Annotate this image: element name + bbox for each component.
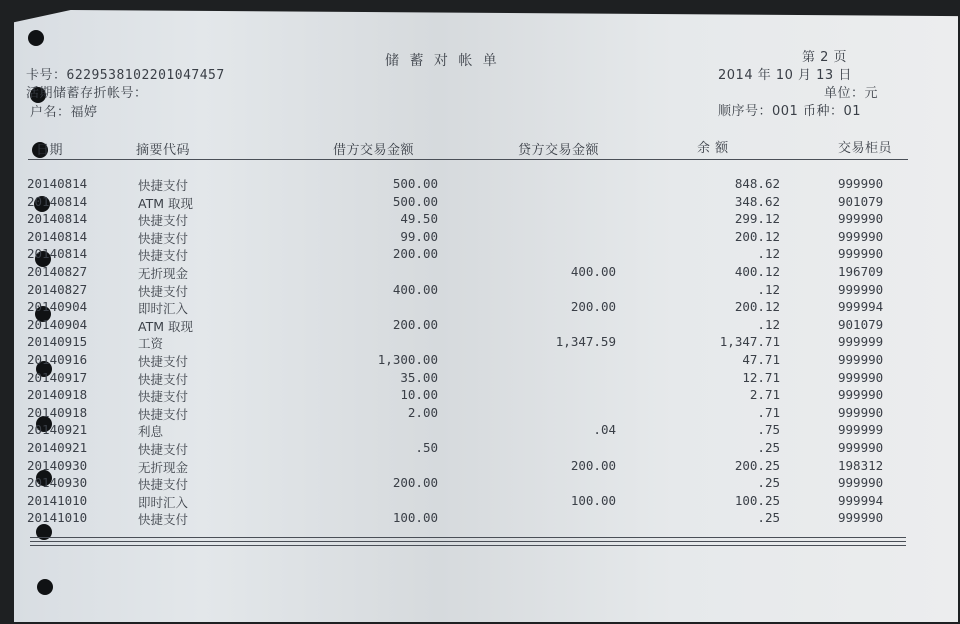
cell-date: 20140915 (27, 334, 88, 350)
cell-date: 20140918 (27, 404, 88, 420)
cell-summary: 快捷支付 (138, 477, 189, 493)
cell-date: 20140827 (27, 264, 88, 279)
cell-teller: 999990 (838, 211, 884, 227)
cell-credit: 100.00 (570, 492, 616, 508)
cell-debit: 99.00 (400, 228, 438, 244)
table-row (0, 475, 960, 492)
cell-teller: 999994 (838, 299, 884, 315)
footer-rule (30, 545, 906, 546)
table-row (0, 352, 960, 369)
cell-balance: 47.71 (742, 352, 780, 367)
cell-balance: 100.25 (734, 492, 780, 508)
table-row (0, 422, 960, 439)
cell-balance: 400.12 (734, 264, 780, 279)
punch-hole (37, 579, 53, 595)
cell-balance: .12 (757, 316, 780, 332)
cell-summary: 快捷支付 (138, 248, 189, 264)
cell-summary: 快捷支付 (138, 283, 189, 299)
col-summary-header: 摘要代码 (136, 143, 191, 158)
table-row (0, 493, 960, 510)
cell-summary: 无折现金 (138, 266, 189, 281)
table-row (0, 211, 960, 228)
cell-credit: 200.00 (570, 299, 616, 315)
page-number: 第 2 页 (802, 50, 848, 65)
cell-teller: 999990 (838, 440, 884, 455)
cell-date: 20140904 (27, 299, 88, 315)
cell-summary: 快捷支付 (138, 512, 189, 528)
cell-debit: 200.00 (392, 246, 438, 262)
card-number: 卡号：6229538102201047457 (26, 68, 225, 83)
sequence-currency: 顺序号：001 币种：01 (718, 104, 861, 119)
cell-debit: 100.00 (392, 510, 438, 526)
cell-balance: 12.71 (742, 369, 780, 385)
cell-summary: 快捷支付 (138, 213, 189, 229)
cell-date: 20140921 (27, 422, 88, 438)
cell-balance: 200.25 (734, 457, 780, 473)
col-debit-header: 借方交易金额 (333, 143, 415, 158)
col-teller-header: 交易柜员 (838, 141, 893, 156)
table-row (0, 194, 960, 211)
cell-summary: ATM 取现 (138, 318, 193, 334)
table-row (0, 440, 960, 457)
cell-teller: 901079 (838, 316, 884, 332)
cell-teller: 196709 (838, 264, 884, 279)
footer-rule (30, 541, 906, 542)
cell-teller: 999990 (838, 281, 884, 297)
cell-credit: 400.00 (570, 264, 616, 279)
cell-summary: 快捷支付 (138, 371, 189, 387)
cell-balance: 848.62 (734, 176, 780, 191)
cell-teller: 999990 (838, 475, 884, 491)
cell-debit: 35.00 (400, 369, 438, 385)
cell-date: 20140921 (27, 440, 88, 455)
table-row (0, 176, 960, 193)
cell-teller: 999999 (838, 422, 884, 438)
cell-summary: 工资 (138, 336, 164, 352)
cell-balance: 200.12 (734, 228, 780, 244)
cell-date: 20141010 (27, 510, 88, 526)
cell-date: 20140918 (27, 387, 88, 403)
cell-date: 20140904 (27, 316, 88, 332)
cell-balance: .25 (757, 440, 780, 455)
table-row (0, 282, 960, 299)
cell-balance: .12 (757, 281, 780, 297)
cell-teller: 999990 (838, 510, 884, 526)
table-row (0, 334, 960, 351)
table-row (0, 370, 960, 387)
cell-teller: 999999 (838, 334, 884, 350)
col-balance-header: 余 额 (697, 141, 729, 156)
cell-balance: 2.71 (749, 387, 780, 403)
cell-date: 20140930 (27, 475, 88, 491)
cell-teller: 999994 (838, 492, 884, 508)
cell-debit: 1,300.00 (377, 352, 438, 367)
cell-summary: 快捷支付 (138, 389, 189, 405)
unit-label: 单位：元 (824, 86, 879, 101)
cell-date: 20140814 (27, 193, 88, 209)
cell-teller: 999990 (838, 404, 884, 420)
cell-teller: 999990 (838, 176, 884, 191)
cell-date: 20140917 (27, 369, 88, 385)
cell-summary: 快捷支付 (138, 406, 189, 422)
passbook-account: 活期储蓄存折帐号： (26, 86, 148, 101)
statement-date: 2014 年 10 月 13 日 (718, 68, 852, 83)
col-credit-header: 贷方交易金额 (518, 143, 600, 158)
punch-hole (28, 30, 44, 46)
cell-date: 20140916 (27, 352, 88, 367)
header-rule (28, 159, 908, 160)
table-row (0, 317, 960, 334)
cell-teller: 999990 (838, 352, 884, 367)
table-row (0, 299, 960, 316)
cell-teller: 198312 (838, 457, 884, 473)
cell-credit: .04 (593, 422, 616, 438)
cell-balance: .25 (757, 510, 780, 526)
cell-balance: 348.62 (734, 193, 780, 209)
cell-date: 20140814 (27, 211, 88, 227)
cell-balance: .12 (757, 246, 780, 262)
cell-balance: .75 (757, 422, 780, 438)
cell-debit: 2.00 (407, 404, 438, 420)
cell-date: 20140814 (27, 228, 88, 244)
cell-teller: 999990 (838, 369, 884, 385)
table-row (0, 405, 960, 422)
cell-summary: ATM 取现 (138, 195, 193, 211)
table-row (0, 387, 960, 404)
cell-debit: 49.50 (400, 211, 438, 227)
cell-teller: 901079 (838, 193, 884, 209)
cell-date: 20140827 (27, 281, 88, 297)
cell-teller: 999990 (838, 228, 884, 244)
cell-debit: 500.00 (392, 176, 438, 191)
cell-date: 20141010 (27, 492, 88, 508)
footer-rule (30, 537, 906, 538)
cell-debit: 200.00 (392, 475, 438, 491)
cell-summary: 快捷支付 (138, 178, 189, 193)
cell-debit: .50 (415, 440, 438, 455)
cell-balance: 200.12 (734, 299, 780, 315)
cell-balance: 299.12 (734, 211, 780, 227)
statement-title: 储 蓄 对 帐 单 (385, 53, 500, 69)
cell-balance: .25 (757, 475, 780, 491)
account-holder: 户名：福婷 (30, 105, 98, 120)
cell-debit: 500.00 (392, 193, 438, 209)
cell-credit: 1,347.59 (555, 334, 616, 350)
cell-teller: 999990 (838, 387, 884, 403)
col-date-header: 日期 (36, 143, 64, 158)
cell-summary: 无折现金 (138, 459, 189, 475)
cell-debit: 400.00 (392, 281, 438, 297)
cell-summary: 即时汇入 (138, 301, 189, 317)
cell-summary: 快捷支付 (138, 442, 189, 457)
table-row (0, 264, 960, 281)
table-row (0, 229, 960, 246)
cell-balance: 1,347.71 (719, 334, 780, 350)
cell-date: 20140814 (27, 246, 88, 262)
cell-summary: 即时汇入 (138, 494, 189, 510)
cell-summary: 快捷支付 (138, 230, 189, 246)
cell-date: 20140814 (27, 176, 88, 191)
cell-summary: 快捷支付 (138, 354, 189, 369)
table-row (0, 458, 960, 475)
table-row (0, 510, 960, 527)
cell-summary: 利息 (138, 424, 164, 440)
cell-debit: 200.00 (392, 316, 438, 332)
cell-debit: 10.00 (400, 387, 438, 403)
cell-balance: .71 (757, 404, 780, 420)
cell-date: 20140930 (27, 457, 88, 473)
cell-credit: 200.00 (570, 457, 616, 473)
table-row (0, 246, 960, 263)
cell-teller: 999990 (838, 246, 884, 262)
